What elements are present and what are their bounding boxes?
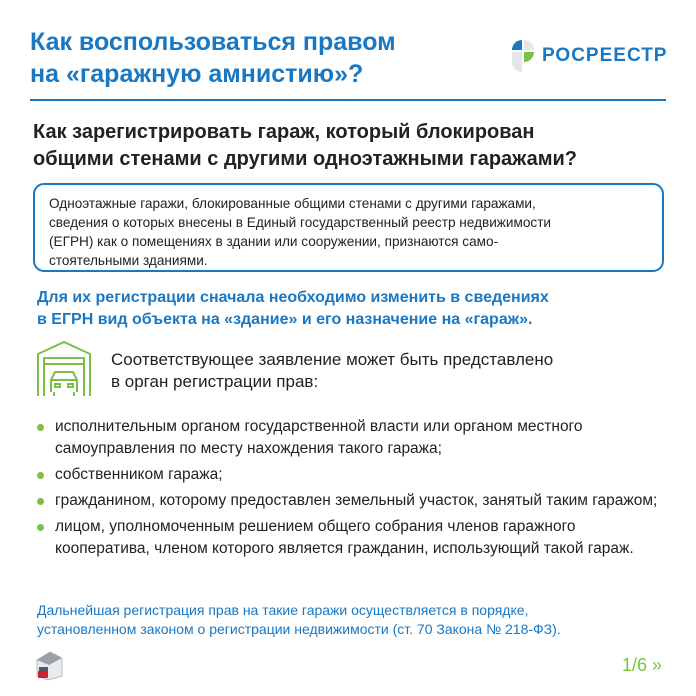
info-line: (ЕГРН) как о помещениях в здании или сооружении, признаются само- bbox=[49, 234, 499, 249]
heading-line: Как зарегистрировать гараж, который блокирован bbox=[33, 121, 535, 143]
info-line: Одноэтажные гаражи, блокированные общими стенами с другими гаражами, bbox=[49, 196, 536, 211]
title-line: Как воспользоваться правом bbox=[30, 28, 396, 56]
bullet-dot-icon bbox=[37, 524, 44, 531]
statement-line: Соответствующее заявление может быть представлено bbox=[111, 350, 554, 369]
logo-text: РОСРЕЕСТР bbox=[542, 45, 668, 66]
list-item bbox=[37, 490, 667, 512]
highlight-line: Для их регистрации сначала необходимо изменить в сведениях bbox=[37, 289, 549, 306]
heading-line: общими стенами с другими одноэтажными гаражами? bbox=[33, 148, 578, 170]
bullet-dot-icon bbox=[37, 472, 44, 479]
statement-text bbox=[111, 349, 553, 393]
list-item bbox=[37, 416, 667, 460]
list-item-text: гражданином, которому предоставлен земельный участок, занятый таким гаражом; bbox=[55, 492, 658, 509]
list-item-text: исполнительным органом государственной власти или органом местного самоуправления по месту нахождения такого гаража; bbox=[55, 418, 583, 457]
highlight-text bbox=[37, 287, 549, 331]
divider bbox=[30, 99, 666, 101]
page-indicator: 1/6 bbox=[622, 655, 648, 675]
footer-line: установленном законом о регистрации недвижимости (ст. 70 Закона № 218-ФЗ). bbox=[37, 621, 561, 637]
highlight-line: в ЕГРН вид объекта на «здание» и его назначение на «гараж». bbox=[37, 311, 533, 328]
rosreestr-emblem-icon bbox=[510, 38, 536, 74]
pagination[interactable] bbox=[622, 655, 662, 676]
bullet-list bbox=[37, 416, 667, 564]
statement-line: в орган регистрации прав: bbox=[111, 372, 319, 391]
footer-note bbox=[37, 601, 561, 639]
info-line: сведения о которых внесены в Единый государственный реестр недвижимости bbox=[49, 215, 552, 230]
garage-car-icon bbox=[34, 648, 64, 682]
footer-line: Дальнейшая регистрация прав на такие гаражи осуществляется в порядке, bbox=[37, 602, 529, 618]
title-line: на «гаражную амнистию»? bbox=[30, 60, 364, 88]
rosreestr-logo bbox=[510, 38, 667, 74]
list-item bbox=[37, 464, 667, 486]
bullet-dot-icon bbox=[37, 424, 44, 431]
info-line: стоятельными зданиями. bbox=[49, 253, 208, 268]
page-title bbox=[30, 26, 396, 90]
list-item-text: собственником гаража; bbox=[55, 466, 223, 483]
next-chevron-icon[interactable]: » bbox=[652, 655, 663, 675]
garage-icon bbox=[36, 340, 92, 398]
info-box bbox=[33, 183, 664, 272]
bullet-dot-icon bbox=[37, 498, 44, 505]
list-item bbox=[37, 516, 667, 560]
section-heading bbox=[33, 119, 577, 173]
list-item-text: лицом, уполномоченным решением общего собрания членов гаражного кооператива, членом которого является гражданин, использующий такой гараж. bbox=[55, 518, 634, 557]
